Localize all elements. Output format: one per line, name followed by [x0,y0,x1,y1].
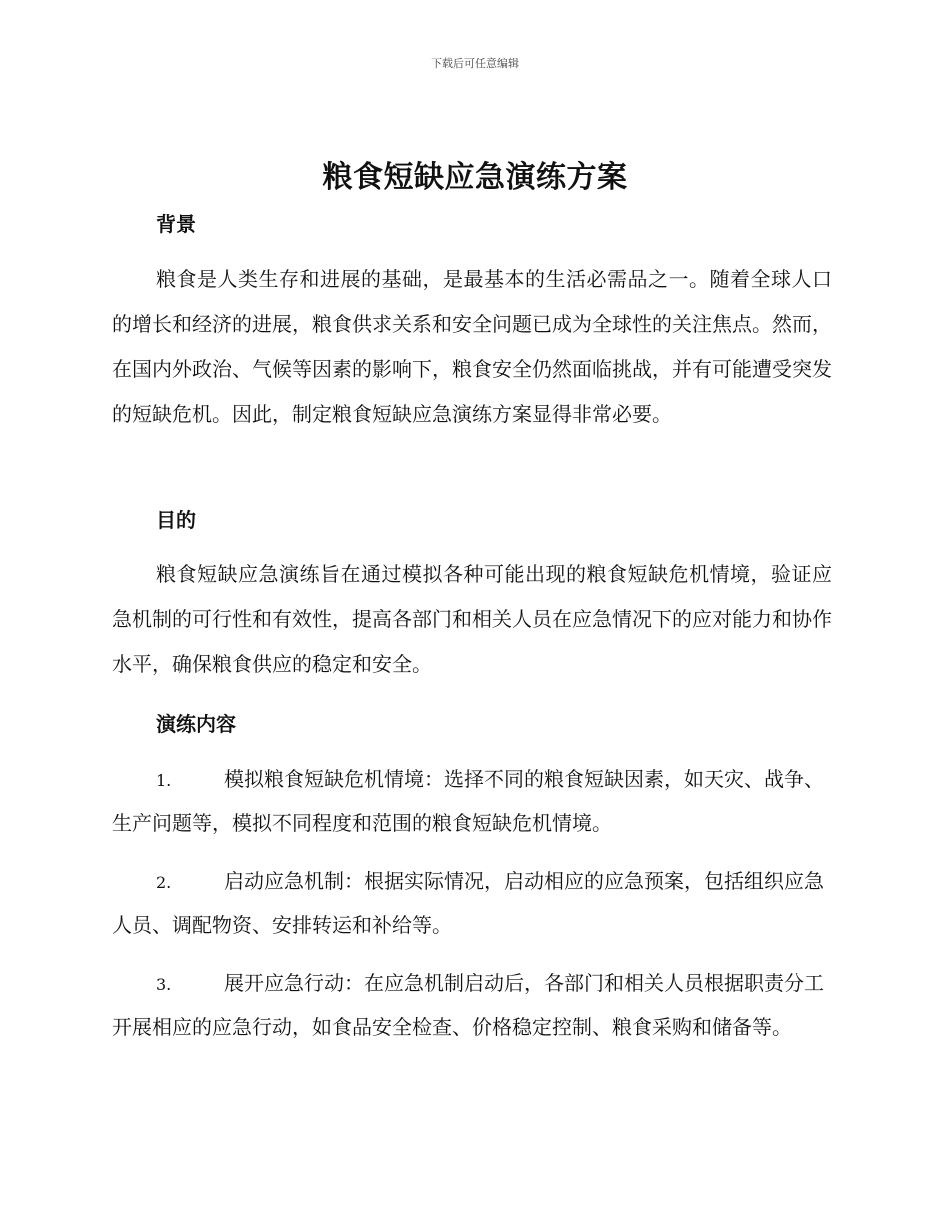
list-item-text: 展开应急行动：在应急机制启动后，各部门和相关人员根据职责分工开展相应的应急行动，如食品安全检查、价格稳定控制、粮食采购和储备等。 [112,971,824,1039]
list-item-text: 启动应急机制：根据实际情况，启动相应的应急预案，包括组织应急人员、调配物资、安排转运和补给等。 [112,869,824,937]
section-heading-content: 演练内容 [156,712,236,736]
list-item [112,962,832,1049]
list-item-number: 2. [156,873,172,892]
list-item-text: 模拟粮食短缺危机情境：选择不同的粮食短缺因素，如天灾、战争、生产问题等，模拟不同程度和范围的粮食短缺危机情境。 [112,767,824,835]
list-item-number: 3. [156,975,172,994]
section-heading-purpose: 目的 [156,508,196,532]
purpose-paragraph: 粮食短缺应急演练旨在通过模拟各种可能出现的粮食短缺危机情境，验证应急机制的可行性和有效性，提高各部门和相关人员在应急情况下的应对能力和协作水平，确保粮食供应的稳定和安全。 [112,562,832,676]
document-title: 粮食短缺应急演练方案 [322,160,628,195]
list-item [112,860,832,947]
list-item [112,758,832,845]
list-item-number: 1. [156,771,172,790]
section-heading-background: 背景 [156,212,196,236]
background-paragraph: 粮食是人类生存和进展的基础，是最基本的生活必需品之一。随着全球人口的增长和经济的进展，粮食供求关系和安全问题已成为全球性的关注焦点。然而，在国内外政治、气候等因素的影响下，粮食安全仍然面临挑战，并有可能遭受突发的短缺危机。因此，制定粮食短缺应急演练方案显得非常必要。 [112,267,832,426]
header-note: 下载后可任意编辑 [431,57,519,70]
